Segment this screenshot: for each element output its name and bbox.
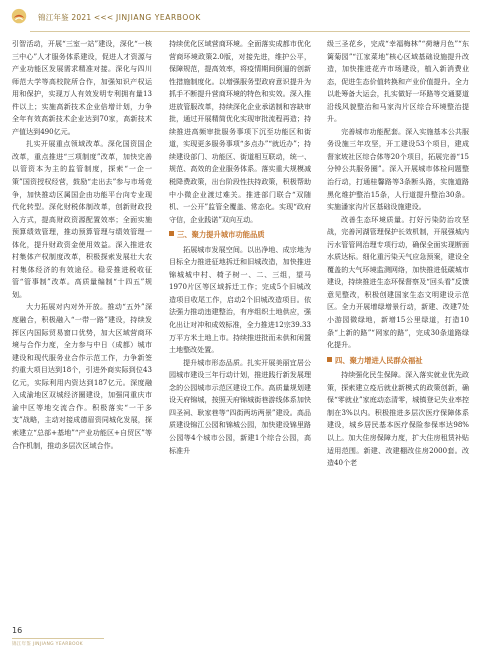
yearbook-logo-icon <box>10 8 28 26</box>
section-marker-icon <box>169 231 174 236</box>
header-divider <box>30 31 470 32</box>
footer-text: 锦江年鉴 JINJIANG YEARBOOK <box>12 642 83 647</box>
paragraph: 大力拓展对内对外开放。推动“五外”深度融合，积极融入“一带一路”建设，持续发挥区内国际贸易窗口优势，加大区域营商环境与合作力度，全力参与中日（成都）城市建设和现代服务业合作示范工作，力争新签约重大项目达到18个，引进外商实际到位43亿元，实际利用内资达到187亿元。深度融入成渝地区双城经济圈建设，加强同重庆市渝中区等地交流合作。积极落实“一干多支”战略，主动对接成德眉资同城化发展，探索建立“总部+基地”“产业功能区+自贸区”等合作机制，推动多层次区域合作。 <box>12 302 152 450</box>
paragraph: 级三圣花乡，完成“幸福梅林”“荷塘月色”“东篱菊园”“江家菜地”核心区域基础设施提升改造，加快推进花卉市场建设，植入新消费业态，促进生态价值转换和产业价值提升。全力以赴筹备大运会，扎实做好一环路等交通要道沿线风貌整治和马家沟片区综合环境整治提升。 <box>327 39 469 124</box>
paragraph: 引智活动，开展“三室一站”建设，深化“一核三中心”人才服务体系建设，促进人才资源与产业功能区发展需求精准对接。深化与四川师范大学等高校院所合作，加强知识产权运用和保护，实现万人有效发明专利拥有量13件以上；实施高新技术企业倍增计划，力争全年有效高新技术企业达到70家，高新技术产值达到490亿元。 <box>12 39 152 136</box>
section-heading-text: 三、聚力提升城市功能品质 <box>177 230 265 240</box>
paragraph: 扎实开展重点领域改革。深化国资国企改革，重点推进“三项制度”改革，加快完善以管资本为主的监管制度，探索“一企一策”国资授权经营，鼓励“走出去”参与市场竞争，加快推动区属国企由功能平台向专业现代化转型。深化财税体制改革，创新财政投入方式，提高财政资源配置效率；全面实施预算绩效管理，推动预算管理与绩效管理一体化，提升财政资金使用效益。深入推进农村集体产权制度改革，积极探索发展壮大农村集体经济的有效途径。稳妥推进税收征管“管事制”改革。高质量编制“十四五”规划。 <box>12 139 152 299</box>
text-column-1 <box>12 38 152 452</box>
section-heading-text: 四、聚力增进人民群众福祉 <box>335 355 423 365</box>
paragraph: 持续强化民生保障。深入落实就业优先政策，探索建立疫后就业新模式的政策创新，确保“零就业”家庭动态清零，城镇登记失业率控制在3%以内。积极推进多层次医疗保障体系建设，城乡居民基本医疗保险参保率达98%以上。加大住房保障力度，扩大住房租赁补贴适用范围。新建、改建棚改住房2000套。改造40个老 <box>327 370 469 468</box>
page-footer <box>12 618 22 637</box>
header-title <box>38 12 201 23</box>
header-year: 2021 <box>71 12 92 22</box>
section-heading <box>169 229 311 242</box>
text-column-3 <box>327 38 469 470</box>
paragraph: 提升城市形态品质。扎实开展美丽宜居公园城市建设三年行动计划，推进践行新发展理念的公园城市示范区建设工作。高质量规划建设天府锦城，按照天府锦城街巷游线体系加快四圣祠、耿家巷等“四街两坊两景”建设。高品质建设锦江公园和锦城公园，加快建设锦里路公园等4个城市公园，新建1个综合公园，高标准升 <box>169 357 311 455</box>
header-title-en: JINJIANG YEARBOOK <box>115 12 201 22</box>
section-heading <box>327 355 469 368</box>
text-column-2 <box>169 38 311 457</box>
section-marker-icon <box>327 357 332 362</box>
header-sep: <<< <box>93 12 114 22</box>
page-number: 16 <box>12 626 23 635</box>
footer-divider <box>12 638 104 639</box>
paragraph: 改善生态环境质量。打好污染防治攻坚战，完善河湖管理保护长效机制，开展强城内污水管管网治理专项行动，确保全面实现断面水质达标。细化重污染天气应急预案，建设全覆盖的大气环境监测网络，加快推进低碳城市建设，持续推进生态环保督察及“回头看”反馈意见整改，积极创建国家生态文明建设示范区。全力开展增绿增景行动，新建、改建7处小游园微绿地，新增15公里绿道，打造10条“上新的路”“网家的路”，完成30条道路绿化提升。 <box>327 214 469 350</box>
paragraph: 完善城市功能配套。深入实施基本公共服务设施三年攻坚，开工建设53个项目，建成督家坡社区综合体等20个项目，拓展完善“15分钟公共服务圈”。深入开展城市体检问题整治行动，打通桂馨路等3条断头路，实施道路黑化维护整治15条，人行道提升整治30条。实施潘家沟片区基础设施建设。 <box>327 126 469 212</box>
header-title-cn: 锦江年鉴 <box>38 12 69 22</box>
paragraph: 持续优化区域营商环境。全面落实成都市优化营商环境政策2.0版，对接先进，维护公平，保障规范，提高效率，将疫情期间倒逼的创新性措施制度化。以增强服务型政府意识提升为抓手不断提升营商环境的特色和实效。深入推进放管服改革，持续深化企业承诺制和容缺审批，通过开展精简优化实现审批流程再造；持续推进高频审批服务事项下沉至功能区和街道，实现更多服务事项“多点办”“就近办”；持续建设部门、功能区、街道相互联动，统一、规范、高效的企业服务体系。落实重大规模减税降费政策，出台阶段性扶持政策，积极帮助中小微企业渡过难关。推进部门联合“双随机、一公开”监管全覆盖、常态化。实现“政府守信，企业践诺”双向互动。 <box>169 39 311 224</box>
paragraph: 拓展城市发展空间。以出净地、成宗地为目标全力推进征地拆迁和旧城改造，加快推进锦城城中村、椅子树一、二、三组，望马1970片区等区域拆迁工作；完成5个旧城改造项目收尾工作，启动2个旧城改造项目。依法强力推动违建整治，有序组织土地供应，强化出让对冲和成效标准，全力推进12宗39.33万平方米土地上市。持续推进批而未供和闲置土地整改处置。 <box>169 244 311 355</box>
page-header <box>10 6 470 28</box>
